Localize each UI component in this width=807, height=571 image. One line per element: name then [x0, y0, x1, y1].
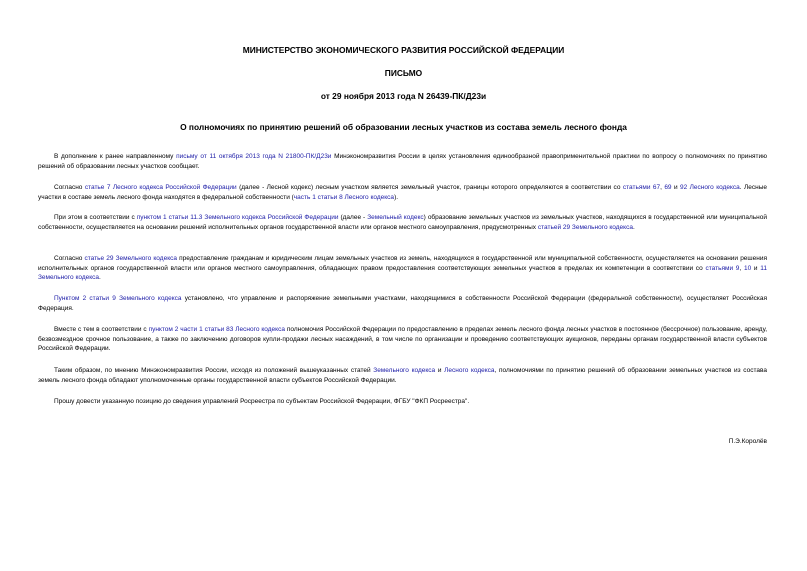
text: В дополнение к ранее направленному	[54, 153, 177, 160]
link-land-code[interactable]: Земельного кодекса	[373, 367, 436, 374]
link-forest-code-art-83[interactable]: пунктом 2 части 1 статьи 83 Лесного кодекса	[148, 326, 285, 333]
link-land-code-art-11[interactable]: 11 Земельного кодекса	[38, 264, 768, 282]
text: Таким образом, по мнению Минэкономразвития России, исходя из положений вышеуказанных статей	[54, 367, 374, 374]
text: Вместе с тем в соответствии с	[54, 326, 149, 333]
link-land-code-art-9-p2[interactable]: Пунктом 2 статьи 9 Земельного кодекса	[54, 295, 182, 302]
document-type: ПИСЬМО	[384, 68, 423, 78]
link-letter-21800[interactable]: письму от 11 октября 2013 года N 21800-ПК/Д23и	[176, 153, 332, 160]
text: Минэкономразвития России в целях установления единообразной правоприменительной практики по вопросу о полномочиях по принятию решений об образовании лесных участков сообщает.	[38, 153, 767, 170]
paragraph-3	[38, 213, 767, 232]
link-forest-code-art-7[interactable]: статье 7 Лесного кодекса Российской Федерации	[84, 184, 237, 191]
text: ,	[739, 264, 744, 272]
paragraph-1	[38, 152, 767, 171]
paragraph-8	[38, 397, 767, 407]
document-subject: О полномочиях по принятию решений об образовании лесных участков из состава земель лесного фонда	[180, 122, 627, 132]
link-art-69[interactable]: 69	[664, 184, 672, 191]
text: установлено, что управление и распоряжение земельными участками, находящимися в собственности Российской Федерации (федеральной собственности), осуществляет Российская Федерация.	[38, 295, 767, 312]
text: и	[751, 264, 761, 272]
paragraph-2	[38, 183, 767, 202]
text: полномочия Российской Федерации по предоставлению в пределах земель лесного фонда лесных участков в постоянное (бессрочное) пользование, аренду, безвозмездное срочное пользование, а также по заключению договоров купли-продажи лесных насаждений, в том числе по организации и проведению соответствующих аукционов, переданы органам государственной власти субъектов Российской Федерации.	[38, 326, 768, 353]
ministry-title: МИНИСТЕРСТВО ЭКОНОМИЧЕСКОГО РАЗВИТИЯ РОССИЙСКОЙ ФЕДЕРАЦИИ	[242, 45, 565, 55]
text: .	[632, 223, 635, 231]
text: (далее -	[338, 214, 368, 221]
text: При этом в соответствии с	[54, 214, 137, 221]
text: , полномочиями по принятию решений об образовании земельных участков из состава земель лесного фонда обладают уполномоченные органы государственной власти субъектов Российской Федерации.	[38, 367, 768, 384]
signature: П.Э.Королёв	[728, 438, 767, 445]
text: ,	[660, 184, 665, 191]
paragraph-7	[38, 366, 767, 385]
text: ) образование земельных участков из земельных участков, находящихся в государственной или муниципальной собственности, осуществляется на основании решений исполнительных органов государственной власти или органов местного самоуправления, предусмотренных	[38, 214, 768, 231]
link-land-code-art-29[interactable]: статьей 29 Земельного кодекса	[537, 223, 633, 231]
text: . Лесные участки в составе земель лесного фонда находятся в федеральной собственности (	[38, 184, 767, 201]
link-land-code[interactable]: Земельный кодекс	[367, 214, 424, 221]
link-forest-code[interactable]: Лесного кодекса	[444, 367, 495, 374]
text: и	[435, 367, 445, 374]
paragraph-6	[38, 325, 767, 354]
text: Согласно	[54, 184, 85, 191]
link-art-92[interactable]: 92 Лесного кодекса	[679, 184, 740, 191]
paragraph-4	[38, 254, 767, 283]
link-art-67[interactable]: статьями 67	[622, 184, 661, 191]
text: ).	[394, 193, 399, 201]
link-land-code-art-29[interactable]: статье 29 Земельного кодекса	[84, 255, 177, 262]
link-art-10[interactable]: 10	[743, 264, 752, 272]
link-land-code-art-11-3[interactable]: пунктом 1 статьи 11.3 Земельного кодекса Российской Федерации	[136, 214, 339, 221]
text: Прошу довести указанную позицию до сведения управлений Росреестра по субъектам Российской Федерации, ФГБУ "ФКП Росреестра".	[54, 398, 470, 405]
text: предоставление гражданам и юридическим лицам земельных участков из земель, находящихся в государственной или муниципальной собственности, осуществляется на основании решения исполнительных органов государственной власти или органов местного самоуправления, обладающих правом предоставления соответствующих земельных участков в пределах их компетенции в соответствии со	[38, 255, 767, 272]
paragraph-5	[38, 294, 767, 313]
text: Согласно	[54, 255, 85, 262]
text: .	[99, 274, 101, 282]
link-art-9[interactable]: статьями 9	[705, 264, 740, 272]
link-forest-code-art-8[interactable]: часть 1 статьи 8 Лесного кодекса	[293, 193, 395, 201]
document-date-number: от 29 ноября 2013 года N 26439-ПК/Д23и	[320, 91, 487, 101]
text: и	[671, 184, 680, 191]
text: (далее - Лесной кодекс) лесным участком является земельный участок, границы которого определяются в соответствии со	[236, 184, 623, 191]
